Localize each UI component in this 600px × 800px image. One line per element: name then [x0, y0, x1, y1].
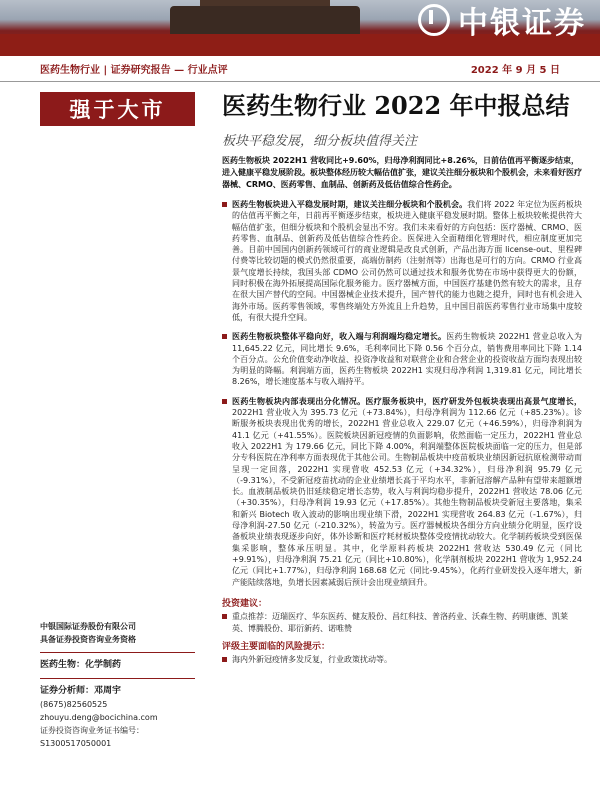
analyst-email[interactable]: zhouyu.deng@bocichina.com — [40, 713, 158, 722]
investment-heading: 投资建议： — [222, 598, 268, 609]
bullet-list — [222, 199, 582, 588]
report-topbar — [0, 56, 600, 82]
company-name: 中银国际证券股份有限公司 — [40, 622, 136, 631]
bullet-text: 医药生物板块 2022H1 营业总收入为 11,645.22 亿元，同比增长 9.6%，毛利率同比下降 0.56 个百分点，销售费用率同比下降 1.14 个百分点。公允价值变动净收益、投资净收益和对联营企业和合营企业的投资收益方面均表现出较为明显的降幅。利润端方面，医药生物板块 2022H1 实现归母净利润 1,319.81 亿元，同比增长 8.26%，增长速度基本与收入端持平。 — [232, 332, 582, 387]
bullet-lead: 医药生物板块整体平稳向好，收入端与利润端均稳定增长。 — [232, 332, 447, 342]
report-title: 医药生物行业 2022 年中报总结 — [222, 91, 570, 120]
risk-text: 海内外新冠疫情多发反复，行业政策扰动等。 — [222, 654, 582, 666]
report-category: 医药生物行业 | 证券研究报告 — 行业点评 — [40, 65, 228, 76]
bank-logo-icon — [418, 4, 450, 36]
brand-name: 中银证券 — [458, 6, 586, 41]
analyst-phone: (8675)82560525 — [40, 700, 108, 709]
report-main — [222, 88, 582, 670]
list-item — [222, 331, 582, 387]
analyst-name: 证券分析师：邓周宇 — [40, 686, 122, 696]
brand-logo — [418, 0, 586, 40]
divider — [40, 652, 195, 653]
header-banner — [0, 0, 600, 56]
bullet-text: 我们将 2022 年定位为医药板块的估值再平衡之年，日前再平衡逐步结束，板块进入健康平稳发展时期。整体上板块较帐提供符大幅估值扩张，但细分板块和个股机会显出不穷。我们未来看好的方向包括：医疗器械、CRMO、医药零售、血制品、创新药及低估值综合性药企。医保进入全面精细化管理时代，相应制度更加完善。目前中国国内创新药领域可行的商业逻辑是改良式创新，产品出海方面 license-out、里程碑付费等比较切题的模式仍然很重要，高端仿制药（注射剂等）出海也是可行的方向。CRMO 行业高景气度增长持续，我国头部 CDMO 公司仍然可以通过技术和服务优势在市场中获得更大的份额，同时积极在海外拓展提高国际化服务能力。医疗器械方面，中国医疗基建仍然有较大的需求，且存在很大国产替代的空间。中国器械企业技术提升，国产替代的能力也随之提升，同时也有机会进入海外市场。医药零售领域，零售终端处方外流且上升趋势，且中国目前医药零售行业市场集中度较低，有很大提升空间。 — [232, 200, 582, 322]
report-date: 2022 年 9 月 5 日 — [470, 65, 560, 76]
report-subtitle: 板块平稳发展，细分板块值得关注 — [222, 134, 418, 149]
risk-heading: 评级主要面临的风险提示： — [222, 641, 331, 652]
report-summary: 医药生物板块 2022H1 营收同比+9.60%，归母净利润同比+8.26%，日前估值再平衡逐步结束，进入健康平稳发展阶段。板块整体经历较大幅估值扩张，建议关注细分板块和个股机会，未来看好医疗器械、CRMO、医药零售、血制品、创新药及低估值综合性药企。 — [222, 156, 582, 189]
investment-text: 重点推荐：迈瑞医疗、华东医药、健友股份、昌红科技、普洛药业、沃森生物、药明康德、凯莱英、博腾股份、耶衍新药、诺唯赞 — [222, 611, 582, 635]
bullet-lead: 医药生物板块内部表现出分化情况。医疗服务板块中，医疗研发外包板块表现出高景气度增长， — [232, 396, 582, 406]
rating-badge: 强于大市 — [40, 92, 195, 126]
bullet-lead: 医药生物板块进入平稳发展时期，建议关注细分板块和个股机会。 — [232, 200, 468, 209]
sidebar-info — [40, 620, 195, 750]
banner-roof — [170, 6, 360, 36]
list-item — [222, 396, 582, 588]
divider — [40, 678, 195, 679]
bullet-text: 2022H1 营业收入为 395.73 亿元（+73.84%），归母净利润为 112.66 亿元（+85.23%）。诊断服务板块表现出优秀的增长，2022H1 营业总收入 229.07 亿元（+46.59%），归母净利润为 41.1 亿元（+41.55%）。医院板块因新冠疫情的负面影响，依然面临一定压力，2022H1 营业总收入 2022H1 为 179.66 亿元，同比下降 4.00%，利润端整体医院板块面临一定的压力，但是部分专科医院在净利率方面表现优于其他公司。生物制品板块中疫苗板块业绩因新冠抗原检测带动而呈现一定回落，2022H1 实现营收 452.53 亿元（+34.32%），归母净利润 95.79 亿元（-9.31%），不受新冠疫苗扰动的企业业绩增长高于平均水平，非新冠溶解产品种有望带来超额增长。血液制品板块仍旧延续稳定增长态势，收入与利润均稳步提升，2022H1 营收达 78.06 亿元（+30.35%），归母净利润 19.93 亿元（+17.85%）。其他生物制品板块受新冠主要落地，集采和新兴 Biotech 收入波动的影响出现业绩下滑，2022H1 实现营收 264.83 亿元（-1.67%），归母净利润-27.50 亿元（-210.32%），转盈为亏。医疗器械板块各细分方向业绩分化明显，医疗设备板块业绩表现逐步向好，体外诊断和医疗耗材板块整体受疫情扰动较大。化学制药板块受到医保集采影响，整体承压明显。其中，化学原料药板块 2022H1 营收达 530.49 亿元（同比+9.91%），归母净利润 75.21 亿元（同比+10.80%），化学制剂板块 2022H1 营收为 1,952.24 亿元（同比+1.77%），归母净利润 168.68 亿元（同比-9.45%），化药行业研发投入逐年增大，新产能陆续落地，负增长因素减弱后预计会出现业绩回升。 — [232, 408, 582, 587]
company-qualification: 具备证券投资咨询业务资格 — [40, 635, 136, 644]
analyst-license: 证券投资咨询业务证书编号：S1300517050001 — [40, 726, 144, 748]
sector-label: 医药生物：化学制药 — [40, 660, 122, 670]
list-item — [222, 199, 582, 323]
